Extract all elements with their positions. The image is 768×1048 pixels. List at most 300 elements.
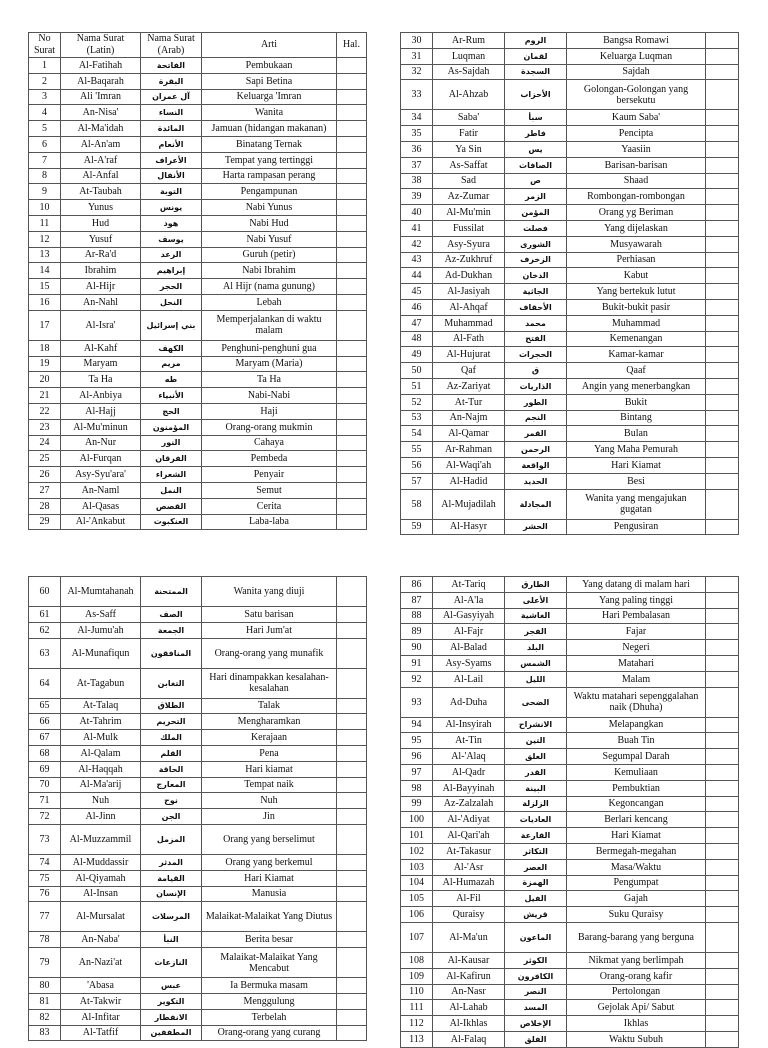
table-row (401, 952, 739, 968)
cell-arab: الجن (141, 809, 202, 825)
cell-no: 74 (29, 854, 61, 870)
cell-no: 87 (401, 592, 433, 608)
cell-arab: عبس (141, 978, 202, 994)
cell-hal (706, 859, 739, 875)
cell-hal (706, 299, 739, 315)
cell-hal (706, 592, 739, 608)
cell-arti: Yang bertekuk lutut (567, 284, 706, 300)
cell-hal (337, 263, 367, 279)
cell-latin: Al-Lail (433, 671, 505, 687)
cell-no: 20 (29, 372, 61, 388)
cell-latin: Az-Zukhruf (433, 252, 505, 268)
cell-arti: Pembeda (202, 451, 337, 467)
table-row (29, 356, 367, 372)
cell-latin: Al-Ahqaf (433, 299, 505, 315)
cell-arti: Malam (567, 671, 706, 687)
cell-arti: Yang Maha Pemurah (567, 442, 706, 458)
cell-arab: الممتحنة (141, 577, 202, 607)
cell-no: 50 (401, 363, 433, 379)
cell-hal (706, 173, 739, 189)
cell-arab: الأعلى (505, 592, 567, 608)
cell-no: 65 (29, 698, 61, 714)
cell-latin: At-Talaq (61, 698, 141, 714)
cell-arab: الليل (505, 671, 567, 687)
cell-arti: Hari Pembalasan (567, 608, 706, 624)
cell-arti: Menggulung (202, 993, 337, 1009)
cell-arti: Penghuni-penghuni gua (202, 340, 337, 356)
cell-no: 23 (29, 419, 61, 435)
cell-arab: لقمان (505, 48, 567, 64)
cell-no: 112 (401, 1016, 433, 1032)
cell-arti: Jin (202, 809, 337, 825)
cell-no: 86 (401, 577, 433, 593)
table-row (401, 733, 739, 749)
cell-arti: Gajah (567, 891, 706, 907)
cell-no: 5 (29, 121, 61, 137)
cell-arab: العاديات (505, 812, 567, 828)
cell-arti: Keluarga Luqman (567, 48, 706, 64)
header-no: No Surat (29, 33, 61, 58)
cell-latin: Ya Sin (433, 141, 505, 157)
cell-no: 110 (401, 984, 433, 1000)
cell-latin: Hud (61, 215, 141, 231)
cell-latin: Ta Ha (61, 372, 141, 388)
cell-arti: Kegoncangan (567, 796, 706, 812)
cell-arab: القارعة (505, 828, 567, 844)
table-row (401, 489, 739, 519)
cell-hal (337, 388, 367, 404)
cell-no: 66 (29, 714, 61, 730)
cell-no: 53 (401, 410, 433, 426)
table-row (401, 299, 739, 315)
cell-arti: Pertolongan (567, 984, 706, 1000)
cell-no: 34 (401, 110, 433, 126)
cell-latin: Al-Insan (61, 886, 141, 902)
table-row (401, 984, 739, 1000)
cell-hal (337, 745, 367, 761)
cell-latin: Al-Qasas (61, 498, 141, 514)
surah-table-2 (400, 32, 739, 535)
cell-hal (706, 780, 739, 796)
cell-no: 7 (29, 152, 61, 168)
cell-arti: Bermegah-megahan (567, 843, 706, 859)
cell-latin: Muhammad (433, 315, 505, 331)
cell-hal (337, 403, 367, 419)
cell-latin: Asy-Syams (433, 655, 505, 671)
cell-hal (706, 236, 739, 252)
table-row (401, 268, 739, 284)
table-row (29, 136, 367, 152)
cell-hal (706, 378, 739, 394)
cell-no: 59 (401, 519, 433, 535)
cell-no: 46 (401, 299, 433, 315)
table-row (401, 640, 739, 656)
cell-arab: مريم (141, 356, 202, 372)
cell-latin: Qaf (433, 363, 505, 379)
cell-no: 52 (401, 394, 433, 410)
cell-arab: النجم (505, 410, 567, 426)
cell-hal (706, 80, 739, 110)
cell-arti: Binatang Ternak (202, 136, 337, 152)
cell-latin: Al-Hajj (61, 403, 141, 419)
cell-no: 35 (401, 126, 433, 142)
cell-arti: Wanita yang diuji (202, 577, 337, 607)
cell-no: 4 (29, 105, 61, 121)
table-row (401, 717, 739, 733)
cell-no: 69 (29, 761, 61, 777)
cell-arab: القلم (141, 745, 202, 761)
table-row (29, 607, 367, 623)
cell-arab: المدثر (141, 854, 202, 870)
cell-arti: Guruh (petir) (202, 247, 337, 263)
cell-hal (337, 622, 367, 638)
cell-arti: Harta rampasan perang (202, 168, 337, 184)
table-row (29, 105, 367, 121)
table-row (29, 870, 367, 886)
cell-latin: Fatir (433, 126, 505, 142)
cell-hal (337, 105, 367, 121)
cell-arab: الشمس (505, 655, 567, 671)
cell-hal (337, 310, 367, 340)
table-row (401, 64, 739, 80)
cell-hal (337, 870, 367, 886)
cell-no: 63 (29, 638, 61, 668)
cell-latin: Al-Hujurat (433, 347, 505, 363)
cell-no: 113 (401, 1031, 433, 1047)
table-row (401, 331, 739, 347)
cell-latin: Ad-Duha (433, 687, 505, 717)
cell-no: 94 (401, 717, 433, 733)
cell-hal (706, 1000, 739, 1016)
cell-latin: Al-Mu'minun (61, 419, 141, 435)
table-row (401, 33, 739, 49)
cell-arti: Segumpal Darah (567, 749, 706, 765)
table-row (401, 220, 739, 236)
cell-arti: Jamuan (hidangan makanan) (202, 121, 337, 137)
cell-no: 21 (29, 388, 61, 404)
cell-arab: التين (505, 733, 567, 749)
cell-arab: المرسلات (141, 902, 202, 932)
cell-arti: Besi (567, 473, 706, 489)
surah-table-3 (28, 576, 367, 1041)
table-row (29, 886, 367, 902)
cell-hal (337, 152, 367, 168)
table-row (29, 231, 367, 247)
cell-arti: Maryam (Maria) (202, 356, 337, 372)
cell-no: 96 (401, 749, 433, 765)
cell-no: 30 (401, 33, 433, 49)
cell-arti: Manusia (202, 886, 337, 902)
table-row (29, 809, 367, 825)
cell-arti: Cahaya (202, 435, 337, 451)
cell-no: 78 (29, 932, 61, 948)
cell-hal (337, 247, 367, 263)
cell-hal (337, 294, 367, 310)
table-row (29, 467, 367, 483)
cell-arab: الفرقان (141, 451, 202, 467)
table-row (29, 1025, 367, 1041)
cell-latin: Al-Muzzammil (61, 824, 141, 854)
cell-arab: محمد (505, 315, 567, 331)
cell-arab: التكوير (141, 993, 202, 1009)
table-row (29, 638, 367, 668)
cell-arti: Pembukaan (202, 58, 337, 74)
cell-arab: الرحمن (505, 442, 567, 458)
cell-arti: Masa/Waktu (567, 859, 706, 875)
cell-hal (337, 577, 367, 607)
cell-arti: Semut (202, 482, 337, 498)
cell-no: 43 (401, 252, 433, 268)
cell-arab: المجادلة (505, 489, 567, 519)
cell-hal (337, 419, 367, 435)
cell-arti: Satu barisan (202, 607, 337, 623)
cell-hal (337, 184, 367, 200)
cell-arti: Suku Quraisy (567, 907, 706, 923)
header-arti: Arti (202, 33, 337, 58)
cell-latin: At-Tariq (433, 577, 505, 593)
cell-latin: Al-A'raf (61, 152, 141, 168)
cell-arti: Al Hijr (nama gunung) (202, 279, 337, 295)
cell-arti: Tempat naik (202, 777, 337, 793)
cell-latin: Al-Haqqah (61, 761, 141, 777)
cell-no: 12 (29, 231, 61, 247)
cell-arti: Kemuliaan (567, 764, 706, 780)
cell-no: 89 (401, 624, 433, 640)
table-row (29, 310, 367, 340)
cell-no: 82 (29, 1009, 61, 1025)
cell-latin: An-Najm (433, 410, 505, 426)
cell-latin: Al-Jumu'ah (61, 622, 141, 638)
cell-arab: القدر (505, 764, 567, 780)
table-row (401, 687, 739, 717)
table-row (401, 410, 739, 426)
cell-hal (706, 64, 739, 80)
cell-arab: المؤمن (505, 205, 567, 221)
cell-arab: الأنبياء (141, 388, 202, 404)
cell-latin: Al-'Asr (433, 859, 505, 875)
cell-no: 81 (29, 993, 61, 1009)
cell-arti: Pena (202, 745, 337, 761)
cell-latin: Al-Falaq (433, 1031, 505, 1047)
cell-arti: Mengharamkan (202, 714, 337, 730)
cell-no: 67 (29, 730, 61, 746)
cell-arti: Waktu Subuh (567, 1031, 706, 1047)
table-row (29, 168, 367, 184)
cell-arti: Hari Kiamat (202, 870, 337, 886)
cell-no: 61 (29, 607, 61, 623)
cell-arab: التغابن (141, 668, 202, 698)
cell-hal (706, 457, 739, 473)
cell-arab: الصافات (505, 157, 567, 173)
cell-arti: Buah Tin (567, 733, 706, 749)
cell-latin: Al-A'la (433, 592, 505, 608)
cell-arti: Bukit-bukit pasir (567, 299, 706, 315)
cell-arab: الفجر (505, 624, 567, 640)
cell-arab: البينة (505, 780, 567, 796)
cell-latin: Asy-Syura (433, 236, 505, 252)
cell-no: 105 (401, 891, 433, 907)
cell-arab: الطارق (505, 577, 567, 593)
table-row (29, 482, 367, 498)
cell-no: 48 (401, 331, 433, 347)
cell-hal (706, 410, 739, 426)
cell-hal (337, 467, 367, 483)
cell-hal (706, 331, 739, 347)
cell-latin: Az-Zumar (433, 189, 505, 205)
cell-arti: Terbelah (202, 1009, 337, 1025)
cell-hal (337, 482, 367, 498)
cell-latin: At-Tur (433, 394, 505, 410)
cell-arab: المعارج (141, 777, 202, 793)
cell-hal (337, 714, 367, 730)
cell-latin: Fussilat (433, 220, 505, 236)
table-row (29, 279, 367, 295)
cell-latin: At-Tin (433, 733, 505, 749)
cell-no: 76 (29, 886, 61, 902)
cell-latin: Al-Qari'ah (433, 828, 505, 844)
header-hal: Hal. (337, 33, 367, 58)
cell-hal (337, 1009, 367, 1025)
table-row (401, 592, 739, 608)
cell-arab: الأعراف (141, 152, 202, 168)
table-row (29, 419, 367, 435)
cell-no: 97 (401, 764, 433, 780)
cell-hal (706, 608, 739, 624)
cell-latin: As-Sajdah (433, 64, 505, 80)
cell-hal (337, 902, 367, 932)
table-row (401, 473, 739, 489)
cell-latin: Ad-Dukhan (433, 268, 505, 284)
table-row (401, 968, 739, 984)
cell-no: 90 (401, 640, 433, 656)
cell-no: 51 (401, 378, 433, 394)
cell-latin: An-Nazi'at (61, 948, 141, 978)
cell-latin: Al-Mulk (61, 730, 141, 746)
cell-arti: Yaasiin (567, 141, 706, 157)
cell-hal (337, 809, 367, 825)
cell-arti: Melapangkan (567, 717, 706, 733)
cell-latin: Az-Zariyat (433, 378, 505, 394)
cell-no: 60 (29, 577, 61, 607)
cell-no: 36 (401, 141, 433, 157)
cell-arab: الجاثية (505, 284, 567, 300)
cell-arab: طه (141, 372, 202, 388)
cell-arti: Nabi-Nabi (202, 388, 337, 404)
cell-arab: الطور (505, 394, 567, 410)
table-row (401, 173, 739, 189)
table-row (29, 263, 367, 279)
cell-hal (706, 220, 739, 236)
table-row (401, 655, 739, 671)
cell-no: 39 (401, 189, 433, 205)
cell-hal (706, 1031, 739, 1047)
table-row (29, 89, 367, 105)
cell-hal (706, 687, 739, 717)
cell-hal (706, 907, 739, 923)
cell-arab: الكهف (141, 340, 202, 356)
cell-arab: الأحزاب (505, 80, 567, 110)
surah-table-4 (400, 576, 739, 1048)
cell-arab: القصص (141, 498, 202, 514)
cell-arab: العنكبوت (141, 514, 202, 530)
cell-latin: An-Nahl (61, 294, 141, 310)
cell-latin: Ar-Rum (433, 33, 505, 49)
table-row (29, 761, 367, 777)
cell-arab: الزخرف (505, 252, 567, 268)
cell-no: 75 (29, 870, 61, 886)
cell-arab: ق (505, 363, 567, 379)
cell-arab: النساء (141, 105, 202, 121)
cell-arab: الانفطار (141, 1009, 202, 1025)
table-row (401, 907, 739, 923)
cell-hal (337, 215, 367, 231)
cell-arab: الحجر (141, 279, 202, 295)
cell-latin: Al-Fil (433, 891, 505, 907)
cell-latin: As-Saffat (433, 157, 505, 173)
cell-no: 9 (29, 184, 61, 200)
cell-arti: Keluarga 'Imran (202, 89, 337, 105)
cell-arti: Hari Kiamat (567, 828, 706, 844)
cell-hal (337, 356, 367, 372)
cell-hal (706, 891, 739, 907)
cell-hal (337, 58, 367, 74)
cell-hal (706, 268, 739, 284)
cell-arti: Kemenangan (567, 331, 706, 347)
table-row (401, 252, 739, 268)
cell-arab: سبأ (505, 110, 567, 126)
cell-latin: Al-Mujadilah (433, 489, 505, 519)
table-row (401, 828, 739, 844)
cell-arti: Yang datang di malam hari (567, 577, 706, 593)
cell-no: 92 (401, 671, 433, 687)
cell-latin: Al-Munafiqun (61, 638, 141, 668)
cell-no: 111 (401, 1000, 433, 1016)
cell-latin: Nuh (61, 793, 141, 809)
table-header-row (29, 33, 367, 58)
cell-hal (706, 952, 739, 968)
cell-no: 18 (29, 340, 61, 356)
cell-latin: Al-Fatihah (61, 58, 141, 74)
cell-latin: Luqman (433, 48, 505, 64)
cell-arti: Orang-orang kafir (567, 968, 706, 984)
table-row (29, 498, 367, 514)
cell-hal (337, 793, 367, 809)
cell-arti: Barang-barang yang berguna (567, 922, 706, 952)
cell-arab: فصلت (505, 220, 567, 236)
cell-hal (337, 824, 367, 854)
cell-arab: الانشراح (505, 717, 567, 733)
cell-hal (706, 394, 739, 410)
cell-arab: المزمل (141, 824, 202, 854)
cell-hal (706, 843, 739, 859)
table-row (401, 236, 739, 252)
cell-arti: Golongan-Golongan yang bersekutu (567, 80, 706, 110)
cell-no: 17 (29, 310, 61, 340)
table-row (401, 608, 739, 624)
cell-no: 40 (401, 205, 433, 221)
cell-no: 109 (401, 968, 433, 984)
cell-arab: الرعد (141, 247, 202, 263)
cell-latin: Ar-Rahman (433, 442, 505, 458)
cell-no: 38 (401, 173, 433, 189)
cell-arti: Fajar (567, 624, 706, 640)
cell-arab: آل عمران (141, 89, 202, 105)
cell-latin: An-Naba' (61, 932, 141, 948)
cell-latin: Ar-Ra'd (61, 247, 141, 263)
table-row (29, 1009, 367, 1025)
cell-arti: Pengusiran (567, 519, 706, 535)
cell-hal (337, 668, 367, 698)
